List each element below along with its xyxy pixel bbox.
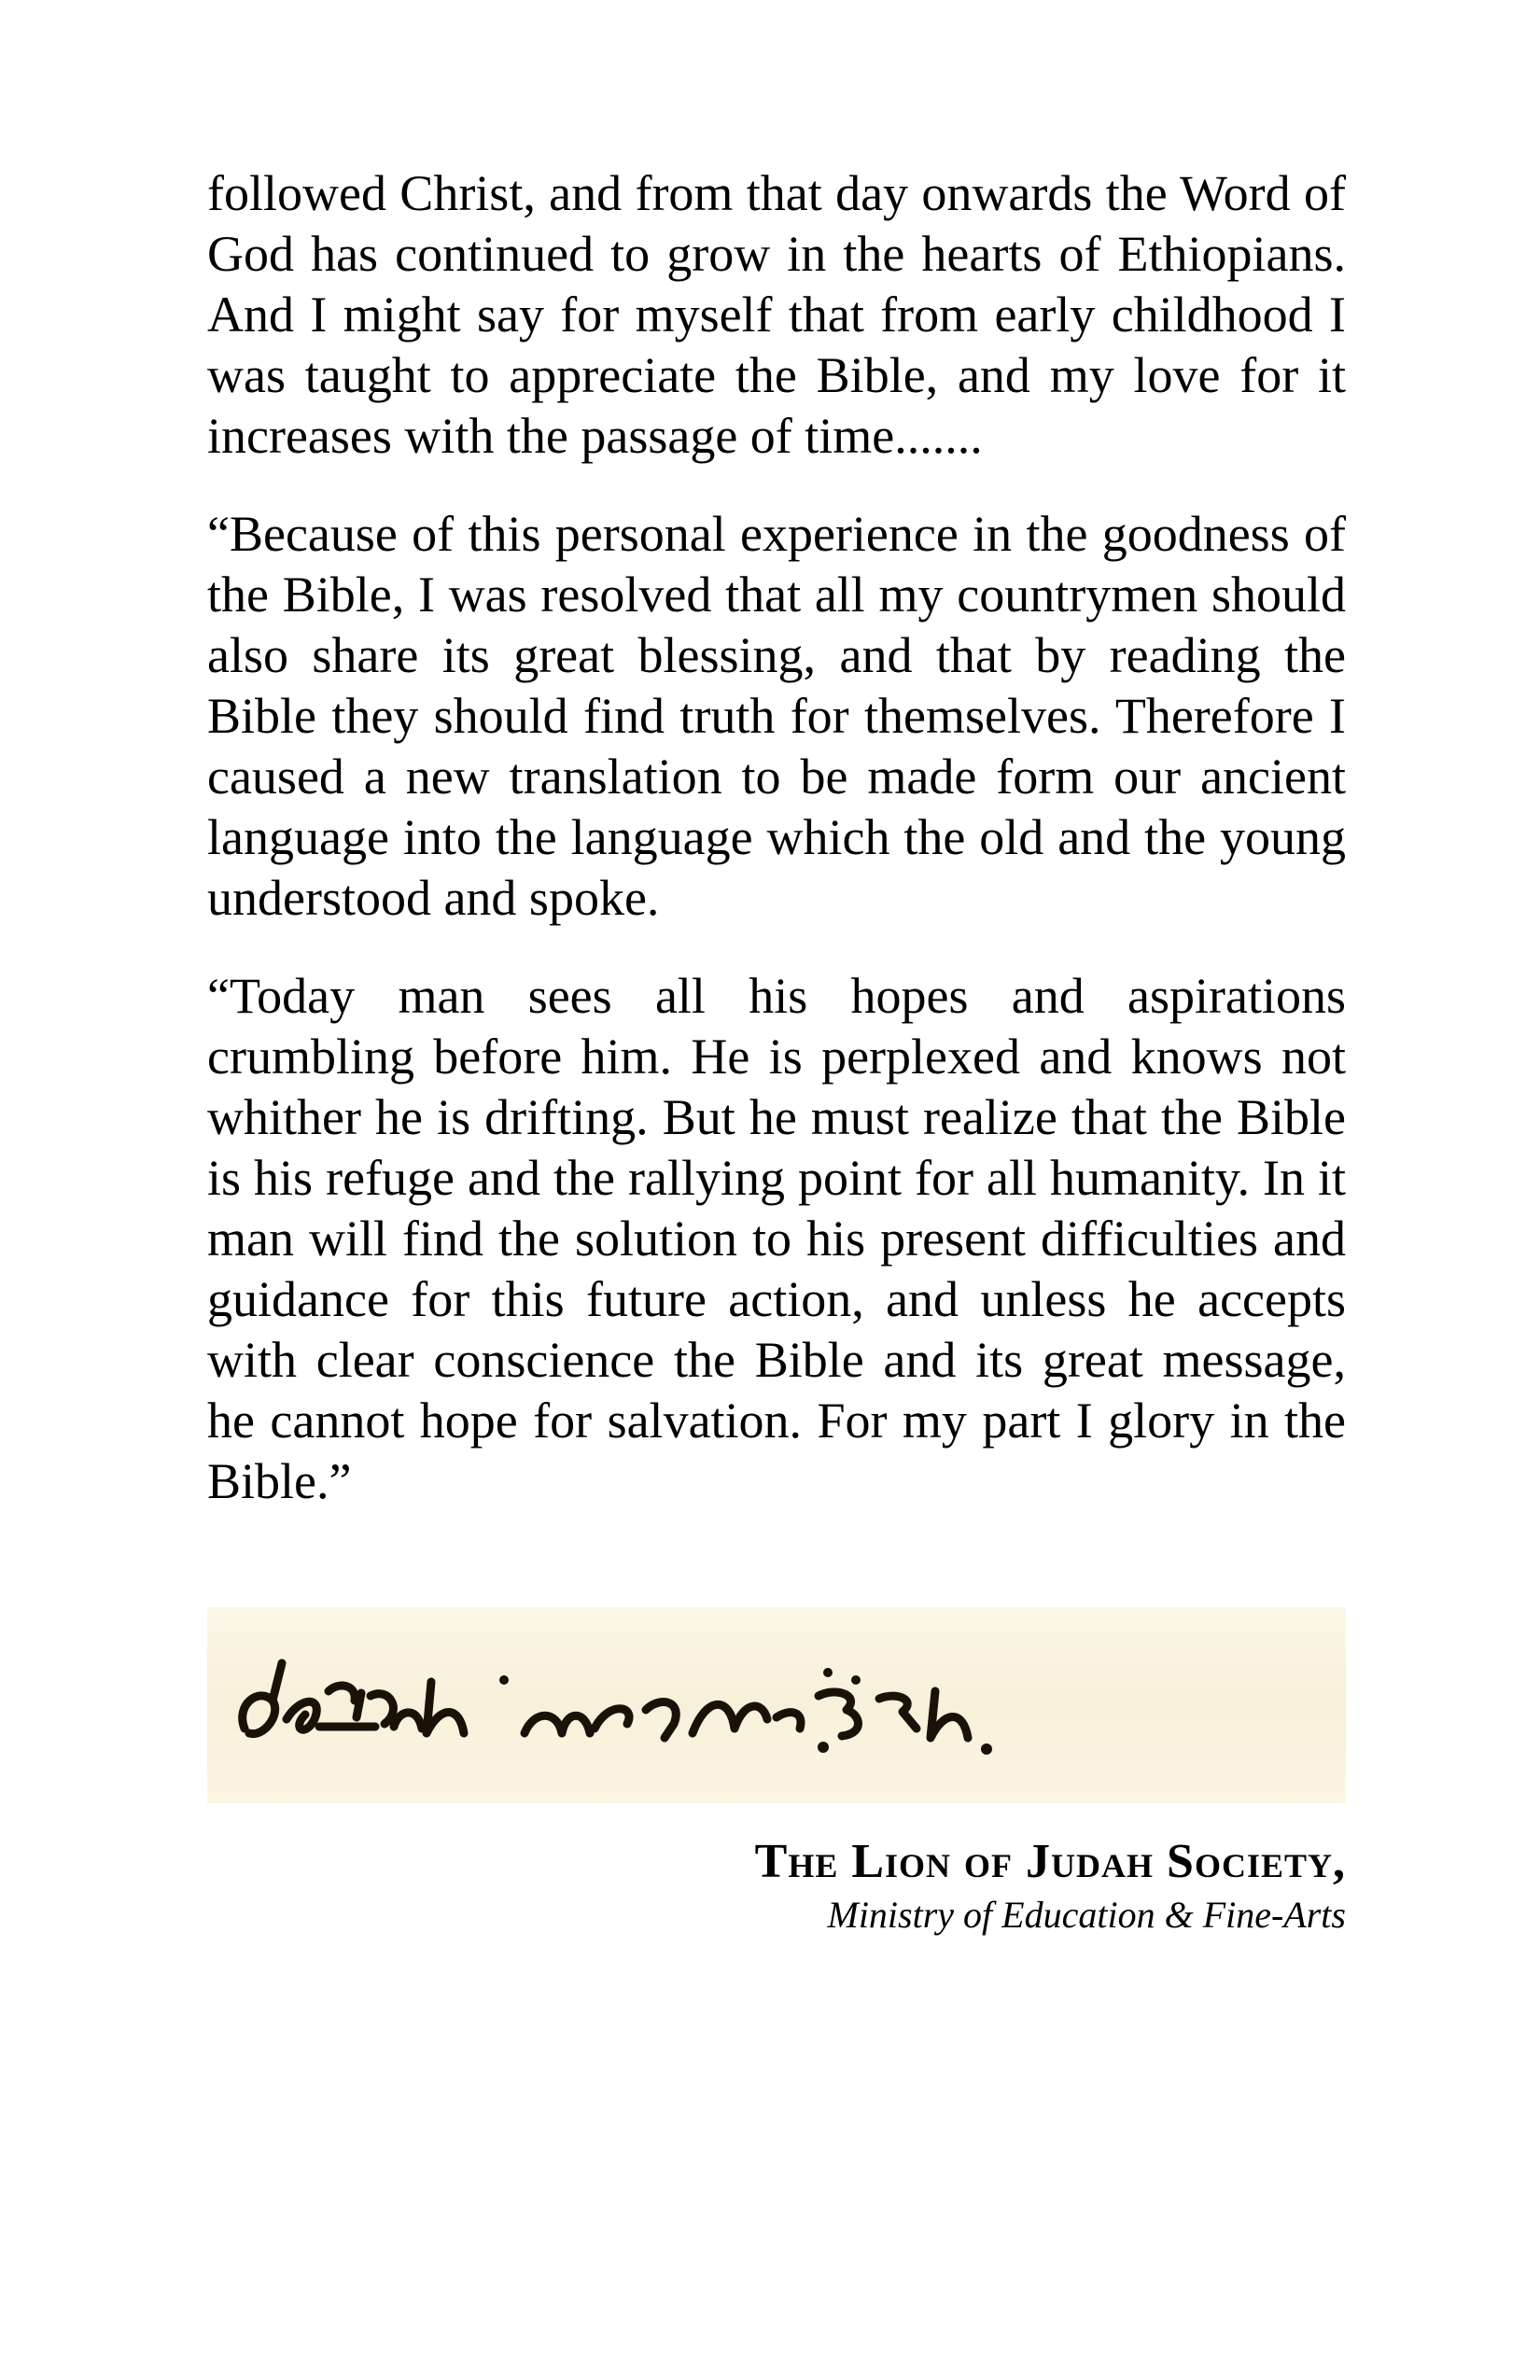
signature-icon bbox=[207, 1607, 1346, 1803]
society-name: The Lion of Judah Society, bbox=[754, 1835, 1346, 1888]
paragraph-3: “Today man sees all his hopes and aspirations crumbling before him. He is perplexed and knows not whither he is drifting. But he must realize that the Bible is his refuge and the rallying point for all humanity. In it man will find the solution to his present difficulties and guidance for this future action, and unless he accepts with clear conscience the Bible and its great message, he cannot hope for salvation. For my part I glory in the Bible.” bbox=[207, 968, 1346, 1509]
paragraph-1: followed Christ, and from that day onwards the Word of God has continued to grow in the hearts of Ethiopians. And I might say for myself that from early childhood I was taught to appreciate the Bible, and my love for it increases with the passage of time....... bbox=[207, 165, 1346, 464]
body-text bbox=[207, 163, 1346, 1549]
signature-image bbox=[207, 1607, 1346, 1803]
paragraph-2: “Because of this personal experience in the goodness of the Bible, I was resolved that all my countrymen should also share its great blessing, and that by reading the Bible they should find truth for themselves. Therefore I caused a new translation to be made form our ancient language into the language which the old and the young understood and spoke. bbox=[207, 506, 1346, 926]
ministry-name: Ministry of Education & Fine-Arts bbox=[827, 1894, 1346, 1936]
